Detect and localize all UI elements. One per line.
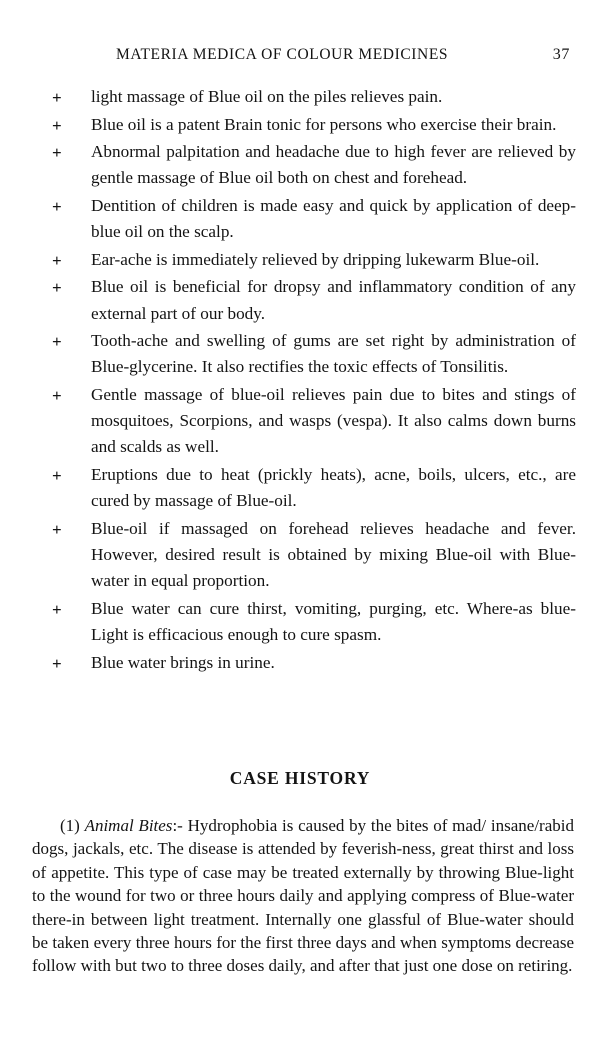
plus-bullet-icon: + — [52, 332, 62, 352]
case-label-separator: :- — [172, 816, 188, 835]
list-item-text: Tooth-ache and swelling of gums are set right by administration of Blue-glycerine. It also rectifies the toxic effects of Tonsilitis. — [91, 331, 576, 377]
list-item — [50, 596, 576, 648]
plus-bullet-icon: + — [52, 519, 62, 539]
case-number: (1) — [60, 816, 80, 835]
list-item-text: Eruptions due to heat (prickly heats), acne, boils, ulcers, etc., are cured by massage of Blue-oil. — [91, 464, 576, 511]
case-history-heading: CASE HISTORY — [229, 768, 371, 788]
plus-bullet-icon: + — [52, 599, 62, 619]
page-number: 37 — [552, 46, 570, 63]
list-item — [50, 462, 576, 514]
plus-bullet-icon: + — [52, 465, 62, 485]
list-item-text: light massage of Blue oil on the piles relieves pain. — [91, 87, 443, 106]
list-item-text: Dentition of children is made easy and quick by application of deep-blue oil on the scalp. — [91, 195, 576, 242]
list-item-text: Gentle massage of blue-oil relieves pain due to bites and stings of mosquitoes, Scorpions, and wasps (vespa). It also calms down burns and scalds as well. — [91, 384, 576, 457]
plus-bullet-icon: + — [52, 278, 62, 298]
list-item — [50, 274, 576, 326]
list-item-text: Blue-oil if massaged on forehead relieves headache and fever. However, desired result is obtained by mixing Blue-oil with Blue-water in equal proportion. — [91, 518, 576, 591]
list-item-text: Blue oil is a patent Brain tonic for persons who exercise their brain. — [91, 114, 557, 134]
list-item — [50, 139, 576, 191]
plus-bullet-icon: + — [52, 653, 62, 673]
plus-bullet-icon: + — [52, 88, 62, 107]
list-item-text: Blue water can cure thirst, vomiting, purging, etc. Where-as blue-Light is efficacious enough to cure spasm. — [91, 598, 576, 644]
list-item-text: Blue water brings in urine. — [91, 652, 275, 672]
remedy-bullet-list — [50, 84, 576, 676]
case-label: Animal Bites — [84, 816, 173, 835]
list-item — [50, 84, 576, 110]
plus-bullet-icon: + — [52, 250, 62, 270]
list-item — [50, 650, 576, 676]
list-item — [50, 516, 576, 595]
list-item — [50, 193, 576, 245]
list-item — [50, 247, 576, 273]
list-item — [50, 112, 576, 138]
case-history-text: Hydrophobia is caused by the bites of mad/ insane/rabid dogs, jackals, etc. The disease is attended by feverish-ness, great thirst and loss of appetite. This type of case may be treated externally by throwing Blue-light to the wound for two or three hours daily and applying compress of Blue-water there-in between light treatment. Internally one glassful of Blue-water should be taken every three hours for the first three days and when symptoms decrease follow with but two to three doses daily, and after that just one dose on retiring. — [32, 816, 574, 976]
list-item-text: Abnormal palpitation and headache due to high fever are relieved by gentle massage of Blue oil both on chest and forehead. — [91, 142, 576, 188]
running-header — [116, 46, 570, 68]
plus-bullet-icon: + — [52, 143, 62, 163]
plus-bullet-icon: + — [52, 115, 62, 135]
list-item-text: Ear-ache is immediately relieved by dripping lukewarm Blue-oil. — [91, 249, 540, 269]
case-history-paragraph — [32, 814, 574, 978]
list-item-text: Blue oil is beneficial for dropsy and inflammatory condition of any external part of our body. — [91, 277, 576, 323]
list-item — [50, 382, 576, 461]
running-title: MATERIA MEDICA OF COLOUR MEDICINES — [116, 46, 449, 63]
list-item — [50, 328, 576, 380]
plus-bullet-icon: + — [52, 385, 62, 405]
plus-bullet-icon: + — [52, 196, 62, 216]
